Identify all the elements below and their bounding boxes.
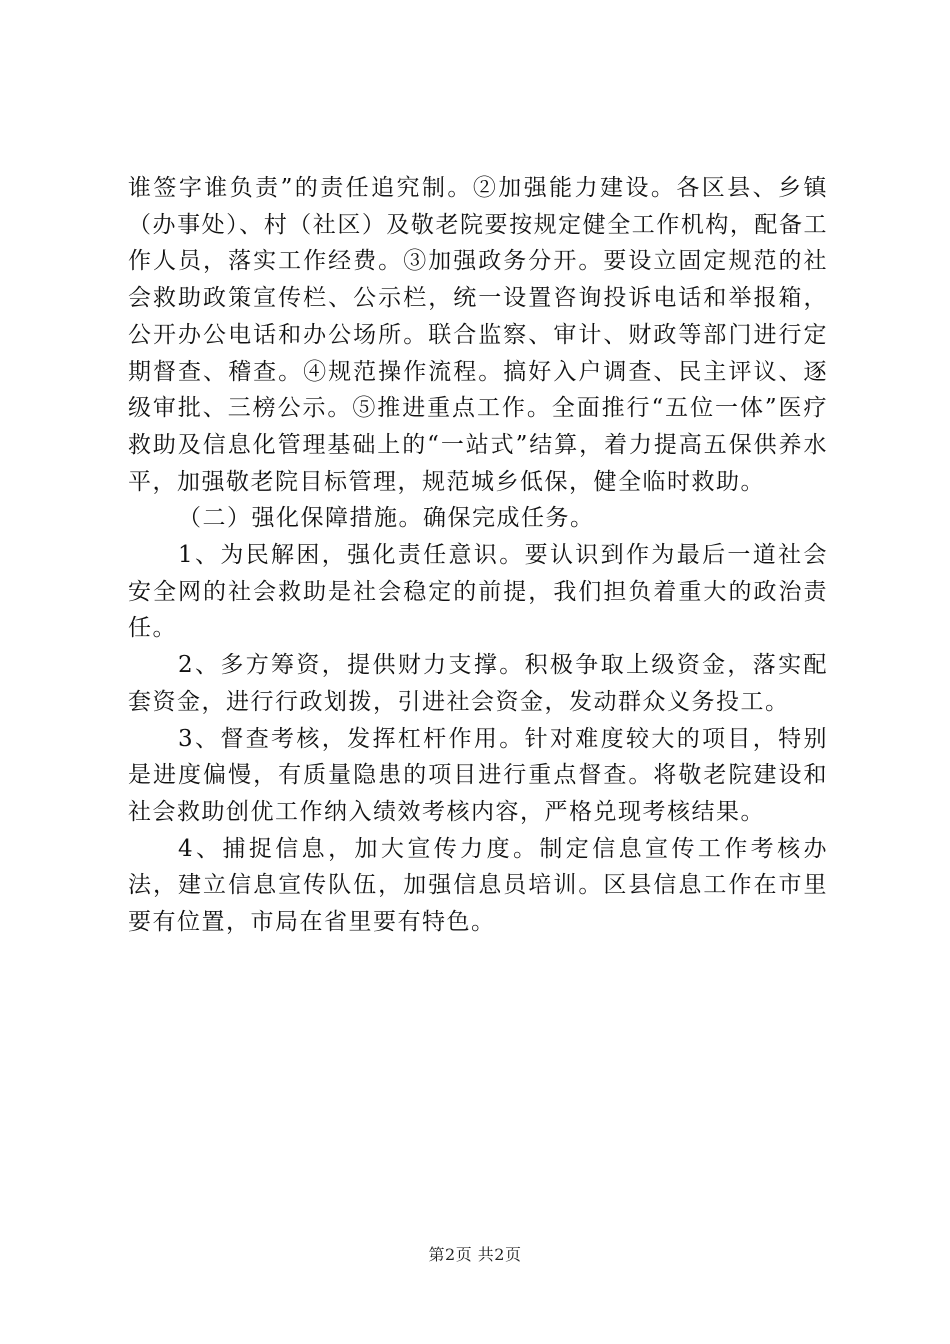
paragraph-continuation: 谁签字谁负责”的责任追究制。②加强能力建设。各区县、乡镇（办事处）、村（社区）及敬老院要按规定健全工作机构，配备工作人员，落实工作经费。③加强政务分开。要设立固定规范的社会救助政策宣传栏、公示栏，统一设置咨询投诉电话和举报箱，公开办公电话和办公场所。联合监察、审计、财政等部门进行定期督查、稽查。④规范操作流程。搞好入户调查、民主评议、逐级审批、三榜公示。⑤推进重点工作。全面推行“五位一体”医疗救助及信息化管理基础上的“一站式”结算，着力提高五保供养水平，加强敬老院目标管理，规范城乡低保，健全临时救助。 — [128, 175, 828, 495]
paragraph-item-4: 4、捕捉信息，加大宣传力度。制定信息宣传工作考核办法，建立信息宣传队伍，加强信息员培训。区县信息工作在市里要有位置，市局在省里要有特色。 — [128, 835, 828, 936]
paragraph-item-3: 3、督查考核，发挥杠杆作用。针对难度较大的项目，特别是进度偏慢，有质量隐患的项目进行重点督查。将敬老院建设和社会救助创优工作纳入绩效考核内容，严格兑现考核结果。 — [128, 725, 828, 825]
paragraph-item-1: 1、为民解困，强化责任意识。要认识到作为最后一道社会安全网的社会救助是社会稳定的前提，我们担负着重大的政治责任。 — [128, 542, 828, 642]
section-heading: （二）强化保障措施。确保完成任务。 — [178, 505, 595, 532]
paragraph-item-2: 2、多方筹资，提供财力支撑。积极争取上级资金，落实配套资金，进行行政划拨，引进社会资金，发动群众义务投工。 — [128, 652, 828, 715]
page-footer: 第2页 共2页 — [428, 1245, 522, 1264]
document-body — [128, 170, 828, 941]
